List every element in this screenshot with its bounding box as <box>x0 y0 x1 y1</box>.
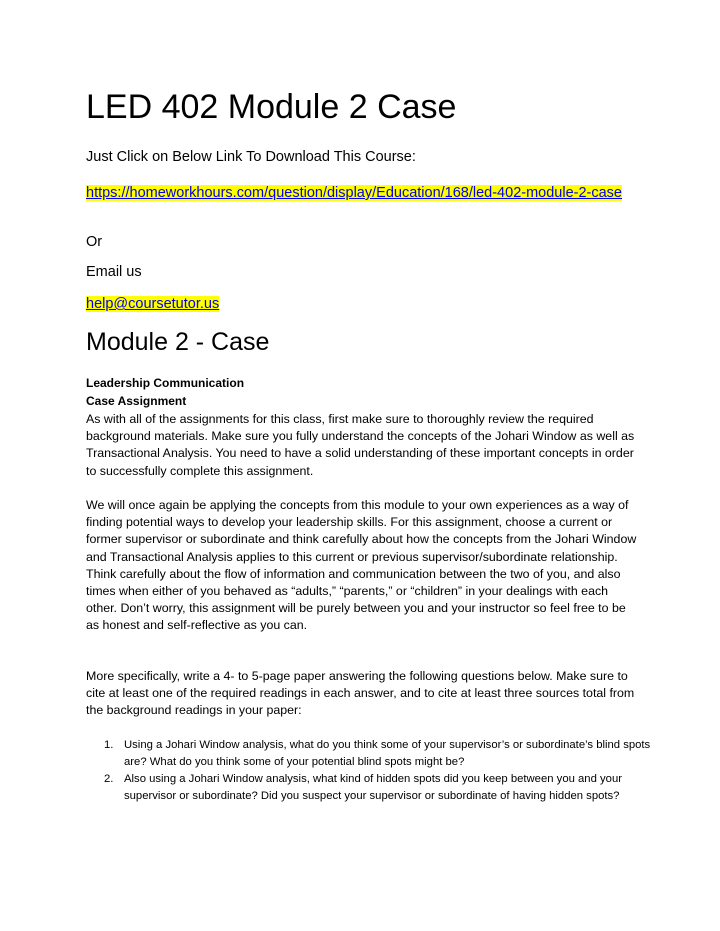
email-link[interactable]: help@coursetutor.us <box>86 296 220 312</box>
paragraph-instructions: We will once again be applying the concepts from this module to your own experiences as a way of finding potential ways to develop your leadership skills. For this assignment, choose a current or former supervisor or subordinate and think carefully about how the concepts from the Johari Window and Transactional Analysis applies to this current or previous supervisor/subordinate relationship. Think carefully about the flow of information and communication between the two of you, and also times when either of you behaved as “adults,” “parents,” or “children” in your dealings with each other. Don’t worry, this assignment will be purely between you and your instructor so feel free to be as honest and self-reflective as you can. <box>86 498 637 633</box>
or-text: Or <box>86 234 103 250</box>
list-item <box>104 737 664 770</box>
email-link-block <box>86 294 219 314</box>
email-label: Email us <box>86 264 142 280</box>
list-item-text: Also using a Johari Window analysis, what kind of hidden spots did you keep between you and your supervisor or subordinate? Did you suspect your supervisor or subordinate of having hidden spots? <box>124 773 622 802</box>
download-intro-text: Just Click on Below Link To Download This Course: <box>86 149 416 165</box>
list-number: 1. <box>104 739 114 751</box>
subheading-leadership: Leadership Communication <box>86 376 245 390</box>
list-number: 2. <box>104 773 114 785</box>
questions-list <box>86 737 664 805</box>
paragraph-requirements: More specifically, write a 4- to 5-page paper answering the following questions below. Make sure to cite at least one of the required readings in each answer, and to cite at least three sources total from the background readings in your paper: <box>86 669 635 718</box>
paragraph-background: As with all of the assignments for this class, first make sure to thoroughly review the required background materials. Make sure you fully understand the concepts of the Johari Window as well as Transactional Analysis. You need to have a solid understanding of these important concepts in order to successfully complete this assignment. <box>86 412 635 478</box>
download-link-block <box>86 182 646 204</box>
subheading-case-assignment: Case Assignment <box>86 394 187 408</box>
module-heading: Module 2 - Case <box>86 328 270 356</box>
list-item-text: Using a Johari Window analysis, what do you think some of your supervisor’s or subordinate’s blind spots are? What do you think some of your potential blind spots might be? <box>124 739 651 768</box>
download-link[interactable]: https://homeworkhours.com/question/display/Education/168/led-402-module-2-case <box>86 185 622 201</box>
document-title: LED 402 Module 2 Case <box>86 88 457 126</box>
list-item <box>104 771 664 804</box>
